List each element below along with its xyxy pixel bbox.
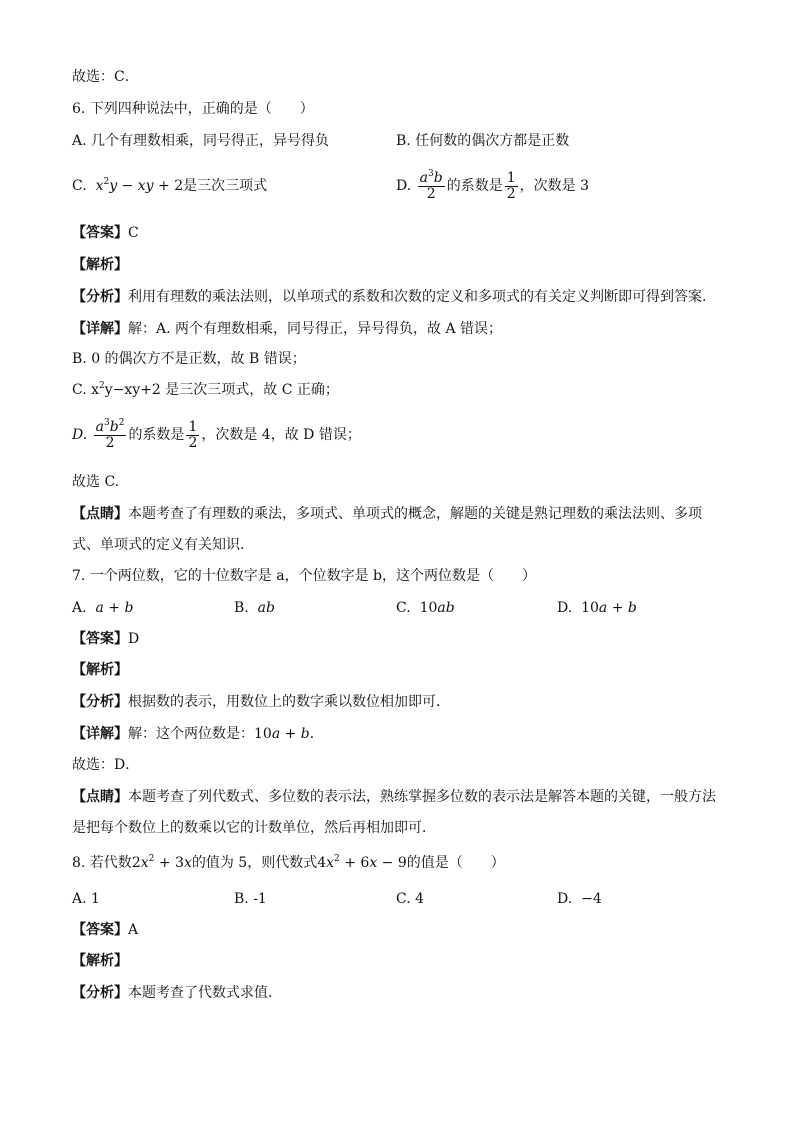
option-label: D. (557, 600, 573, 616)
answer-value: D (128, 631, 140, 647)
math-expression: $4x^2 + 6x - 9$ (317, 854, 407, 871)
q6-d-line (72, 418, 361, 452)
text-part: D. (72, 427, 88, 443)
math-expression: $2x^2 + 3x$ (131, 854, 192, 871)
q6-fenxi (72, 288, 706, 306)
q6-option-d (396, 170, 589, 202)
option-text: 是三次三项式 (183, 178, 268, 194)
q7-fenxi (72, 693, 450, 711)
section-text: 本题考查了有理数的乘法，多项式、单项式的概念，解题的关键是熟记理数的乘法法则、多项 (128, 506, 702, 522)
answer-tag: 【答案】 (72, 225, 128, 241)
q7-dianjing-cont: 是把每个数位上的数乘以它的计数单位，然后再相加即可． (72, 820, 436, 836)
q6-dianjing-cont: 式、单项式的定义有关知识. (72, 537, 245, 553)
option-label: B. (234, 600, 249, 616)
q6-answer (72, 224, 139, 242)
option-text: 的系数是 (446, 178, 503, 194)
option-label: C. (396, 600, 411, 616)
section-tag: 【分析】 (72, 289, 128, 305)
q8-option-c: C. 4 (396, 891, 425, 907)
section-tag: 【点睛】 (72, 789, 128, 805)
text-part: 的系数是 (128, 427, 185, 443)
q8-fenxi (72, 984, 282, 1002)
option-label: A. (72, 600, 87, 616)
text-part: C. x (72, 382, 100, 398)
q8-option-a: A. 1 (72, 891, 100, 907)
math-expression: 10ab (419, 600, 455, 616)
text-part: y−xy+2 是三次三项式，故 C 正确； (104, 382, 339, 398)
math-expression: a + b (95, 600, 134, 616)
fraction: $\frac{a^3b^2}{2}$ (95, 417, 125, 451)
fraction: $\frac{1}{2}$ (188, 418, 198, 451)
q8-option-b: B. -1 (234, 891, 267, 907)
q8-answer (72, 921, 138, 939)
section-tag: 【分析】 (72, 985, 128, 1001)
answer-tag: 【答案】 (72, 922, 128, 938)
q6-option-a: A. 几个有理数相乘，同号得正，异号得负 (72, 133, 330, 149)
option-text: ，次数是 3 (519, 178, 589, 194)
q7-xiangjie (72, 725, 324, 743)
q7-answer (72, 630, 139, 648)
q6-xiangjie (72, 320, 502, 338)
section-text: ． (309, 726, 324, 742)
section-text: 本题考查了代数式求值． (128, 985, 282, 1001)
q6-option-c (72, 177, 267, 195)
section-text: 利用有理数的乘法法则，以单项式的系数和次数的定义和多项式的有关定义判断即可得到答案. (128, 289, 707, 305)
answer-value: A (128, 922, 139, 938)
math-expression: ab (257, 600, 275, 616)
math-expression: 10a + b (581, 600, 637, 616)
question-6-stem: 6. 下列四种说法中，正确的是（ ） (72, 101, 314, 117)
q7-option-d (557, 599, 637, 617)
fraction: $\frac{1}{2}$ (506, 169, 516, 202)
question-7-stem: 7. 一个两位数，它的十位数字是 a，个位数字是 b，这个两位数是（ ） (72, 568, 537, 584)
text-line: 故选：C． (72, 69, 139, 85)
q7-dianjing (72, 788, 716, 806)
answer-value: C (128, 225, 139, 241)
q7-option-b (234, 599, 275, 617)
math-expression: $x^2y$ − xy + 2 (95, 177, 184, 194)
option-label: D. (396, 178, 412, 194)
q6-b-line: B. 0 的偶次方不是正数，故 B 错误； (72, 351, 306, 367)
stem-text: 的值是（ ） (406, 855, 505, 871)
q7-jiexi: 【解析】 (72, 662, 128, 678)
section-tag: 【详解】 (72, 321, 128, 337)
option-label: D. (557, 891, 573, 907)
section-tag: 【分析】 (72, 694, 128, 710)
text-part: ，次数是 4，故 D 错误； (201, 427, 361, 443)
section-text: 本题考查了列代数式、多位数的表示法，熟练掌握多位数的表示法是解答本题的关键，一般方法 (128, 789, 716, 805)
q6-dianjing (72, 505, 702, 523)
stem-text: 8. 若代数 (72, 855, 132, 871)
q6-guxuan: 故选 C. (72, 474, 120, 490)
q7-option-a (72, 599, 133, 617)
question-8-stem (72, 854, 505, 872)
section-text: 解：A. 两个有理数相乘，同号得正，异号得负，故 A 错误； (128, 321, 503, 337)
q6-jiexi: 【解析】 (72, 257, 128, 273)
q6-c-line: C. $x^2y-xy+2$ 是三次三项式，故 C 正确； (72, 381, 339, 398)
section-tag: 【详解】 (72, 726, 128, 742)
option-value: −4 (581, 891, 602, 907)
q8-option-d (557, 890, 602, 908)
answer-tag: 【答案】 (72, 631, 128, 647)
q6-option-b: B. 任何数的偶次方都是正数 (396, 133, 570, 149)
fraction: $\frac{a^3b}{2}$ (419, 168, 443, 202)
section-text: 根据数的表示，用数位上的数字乘以数位相加即可． (128, 694, 450, 710)
q7-guxuan: 故选：D． (72, 757, 140, 773)
stem-text: 的值为 5，则代数式 (191, 855, 318, 871)
section-text: 解：这个两位数是： (128, 726, 254, 742)
section-tag: 【点睛】 (72, 506, 128, 522)
q8-jiexi: 【解析】 (72, 953, 128, 969)
math-expression: 10a + b (254, 726, 310, 742)
option-label: C. (72, 178, 87, 194)
q7-option-c (396, 599, 455, 617)
